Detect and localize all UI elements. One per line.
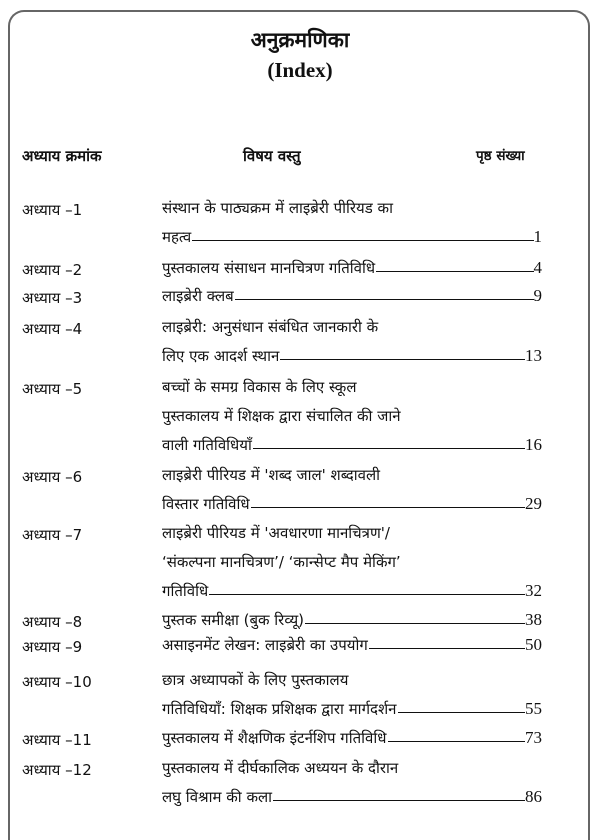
- entry-title-text: लिए एक आदर्श स्थान: [162, 347, 280, 365]
- entry-title-text: महत्व: [162, 228, 192, 246]
- entry-title-text: लाइब्रेरी: अनुसंधान संबंधित जानकारी के: [162, 318, 379, 336]
- chapter-label: अध्याय –9: [22, 638, 83, 656]
- page-number: 13: [525, 346, 542, 365]
- entry-title-text: वाली गतिविधियाँ: [162, 436, 252, 454]
- entry-title-text: गतिविधि: [162, 582, 209, 600]
- subject-column-header: विषय वस्तु: [243, 147, 301, 165]
- index-entry-final-line: [162, 286, 542, 306]
- chapter-label: अध्याय –12: [22, 761, 92, 779]
- leader-line: [280, 359, 525, 360]
- entry-title-text: बच्चों के समग्र विकास के लिए स्कूल: [162, 378, 357, 396]
- entry-title-text: ‘संकल्पना मानचित्रण’/ ‘कान्सेप्ट मैप मेकिंग’: [162, 553, 401, 571]
- index-entry-final-line: [162, 635, 542, 655]
- leader-line: [388, 741, 526, 742]
- page-number: 38: [525, 610, 542, 629]
- page-number: 55: [525, 699, 542, 718]
- page-number: 16: [525, 435, 542, 454]
- entry-title-text: लघु विश्राम की कला: [162, 788, 273, 806]
- chapter-label: अध्याय –3: [22, 289, 83, 307]
- index-entry-line: [162, 758, 542, 778]
- leader-line: [376, 271, 533, 272]
- entry-title-text: लाइब्रेरी पीरियड में 'शब्द जाल' शब्दावली: [162, 466, 380, 484]
- entry-title-text: छात्र अध्यापकों के लिए पुस्तकालय: [162, 671, 349, 689]
- leader-line: [369, 648, 525, 649]
- page-number: 4: [533, 258, 542, 277]
- leader-line: [273, 800, 525, 801]
- index-entry-final-line: [162, 699, 542, 719]
- page-number: 73: [525, 728, 542, 747]
- index-entry-final-line: [162, 610, 542, 630]
- entry-title-text: विस्तार गतिविधि: [162, 495, 250, 513]
- chapter-label: अध्याय –4: [22, 320, 83, 338]
- leader-line: [192, 240, 533, 241]
- index-entry-line: [162, 552, 542, 572]
- index-entry-line: [162, 198, 542, 218]
- entry-title-text: पुस्तकालय में शिक्षक द्वारा संचालित की जाने: [162, 407, 401, 425]
- chapter-label: अध्याय –11: [22, 731, 92, 749]
- chapter-column-header: अध्याय क्रमांक: [22, 147, 102, 165]
- index-entry-line: [162, 317, 542, 337]
- entry-title-text: लाइब्रेरी पीरियड में 'अवधारणा मानचित्रण'/: [162, 524, 390, 542]
- leader-line: [251, 507, 525, 508]
- page-column-header: पृष्ठ संख्या: [476, 148, 525, 164]
- entry-title-text: गतिविधियाँ: शिक्षक प्रशिक्षक द्वारा मार्गदर्शन: [162, 700, 397, 718]
- chapter-label: अध्याय –7: [22, 526, 83, 544]
- index-entry-final-line: [162, 435, 542, 455]
- entry-title-text: पुस्तक समीक्षा (बुक रिव्यू): [162, 611, 305, 629]
- page-number: 29: [525, 494, 542, 513]
- page-number: 1: [533, 227, 542, 246]
- leader-line: [253, 448, 525, 449]
- leader-line: [235, 299, 534, 300]
- page-number: 86: [525, 787, 542, 806]
- index-entry-line: [162, 465, 542, 485]
- page-number: 32: [525, 581, 542, 600]
- index-entry-line: [162, 406, 542, 426]
- chapter-label: अध्याय –10: [22, 673, 92, 691]
- leader-line: [209, 594, 525, 595]
- chapter-label: अध्याय –1: [22, 201, 83, 219]
- entry-title-text: लाइब्रेरी क्लब: [162, 287, 234, 305]
- chapter-label: अध्याय –2: [22, 261, 83, 279]
- chapter-label: अध्याय –8: [22, 613, 83, 631]
- index-entry-final-line: [162, 258, 542, 278]
- index-entry-line: [162, 523, 542, 543]
- chapter-label: अध्याय –5: [22, 380, 83, 398]
- index-entry-final-line: [162, 346, 542, 366]
- entry-title-text: पुस्तकालय में दीर्घकालिक अध्ययन के दौरान: [162, 759, 399, 777]
- index-entry-final-line: [162, 728, 542, 748]
- entry-title-text: संस्थान के पाठ्यक्रम में लाइब्रेरी पीरियड का: [162, 199, 393, 217]
- page-number: 50: [525, 635, 542, 654]
- index-entry-line: [162, 377, 542, 397]
- index-entry-line: [162, 670, 542, 690]
- entry-title-text: पुस्तकालय संसाधन मानचित्रण गतिविधि: [162, 259, 376, 277]
- page-subtitle: (Index): [267, 58, 333, 82]
- entry-title-text: असाइनमेंट लेखन: लाइब्रेरी का उपयोग: [162, 636, 368, 654]
- index-entry-final-line: [162, 787, 542, 807]
- leader-line: [305, 623, 525, 624]
- index-entry-final-line: [162, 581, 542, 601]
- leader-line: [398, 712, 525, 713]
- chapter-label: अध्याय –6: [22, 468, 83, 486]
- page-number: 9: [533, 286, 542, 305]
- entry-title-text: पुस्तकालय में शैक्षणिक इंटर्नशिप गतिविधि: [162, 729, 387, 747]
- page-title: अनुक्रमणिका: [250, 28, 350, 52]
- index-entry-final-line: [162, 494, 542, 514]
- index-entry-final-line: [162, 227, 542, 247]
